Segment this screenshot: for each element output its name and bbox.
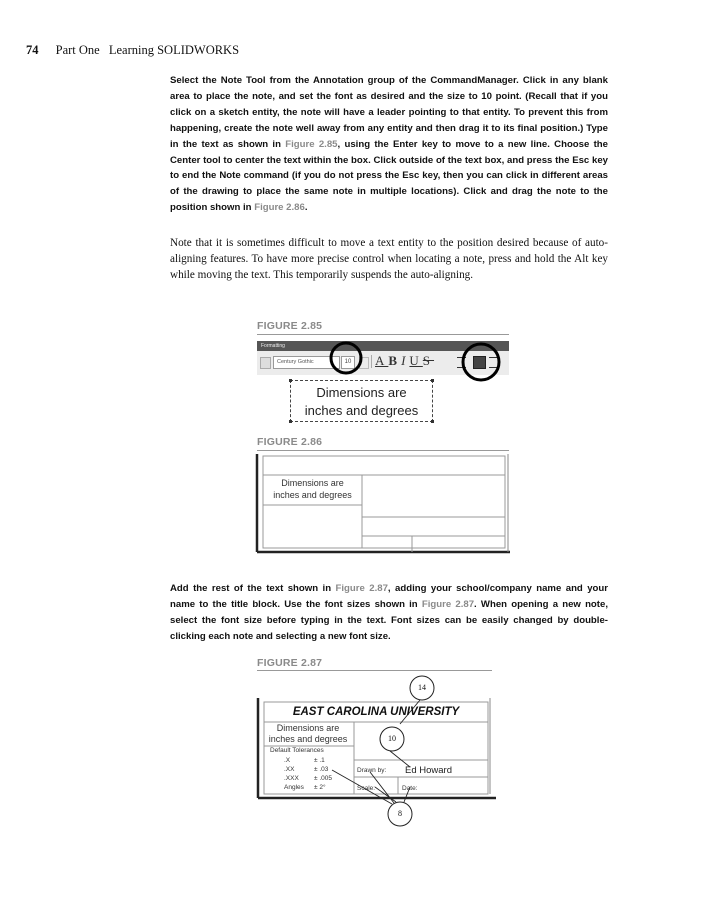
bold-button[interactable]: B: [388, 353, 402, 368]
tolerance-row: .XX ± .03: [284, 766, 329, 773]
figure-link-2-85[interactable]: Figure 2.85: [285, 138, 338, 150]
text-color-button[interactable]: A: [375, 353, 389, 368]
para1-text-a: Select the Note Tool from the Annotation group of the CommandManager. Click in any blank area to place the note, and set the font as desired and the size to 10 point. (Recall that if you click on a sketch entity, the note will have a leader pointing to that entity. To prevent this from happening, create the note well away from any entity and then drag it to its final position.) Type in the text as shown in: [170, 75, 608, 150]
figure-2-86-rule: [257, 450, 509, 451]
callout-8-text: 8: [398, 809, 402, 818]
school-name: EAST CAROLINA UNIVERSITY: [292, 706, 460, 718]
note-line-1: Dimensions are: [316, 385, 407, 400]
tolerance-title: Default Tolerances: [270, 747, 324, 754]
tolerance-list: [284, 756, 332, 792]
body-paragraph: Note that it is sometimes difficult to move a text entity to the position desired because of auto-aligning features. To have more precise control when locating a note, press and hold the Alt key while moving the text. This temporarily suspends the auto-aligning.: [170, 237, 608, 281]
toolbar-title: Formatting: [261, 343, 285, 349]
drawn-by-name: Ed Howard: [405, 765, 452, 776]
note-line-2: inches and degrees: [268, 734, 348, 744]
font-size-select[interactable]: 10: [341, 356, 355, 369]
note-line-2: inches and degrees: [304, 403, 419, 418]
note-line-1: Dimensions are: [276, 723, 340, 733]
note-line-1: Dimensions are: [281, 478, 344, 488]
figure-link-2-86[interactable]: Figure 2.86: [254, 202, 305, 214]
note-line-2: inches and degrees: [273, 490, 352, 500]
para3-text-c: . When opening a new note, select the font size before typing in the text. Font sizes can be easily changed by double-clicking each note and selecting a new font size.: [170, 598, 608, 642]
figure-2-85-highlights: [320, 340, 520, 385]
date-label: Date:: [402, 785, 418, 792]
figure-link-2-87b[interactable]: Figure 2.87: [421, 598, 475, 610]
figure-link-2-87[interactable]: Figure 2.87: [335, 583, 388, 594]
font-name-select[interactable]: Century Gothic: [273, 356, 340, 369]
running-header: [26, 43, 239, 58]
font-style-icon[interactable]: [260, 357, 271, 369]
tolerance-row: Angles ± 2°: [284, 784, 326, 791]
underline-button[interactable]: U: [409, 353, 423, 368]
figure-2-87-rule: [257, 670, 492, 671]
title-block-note-2-87: [262, 723, 354, 745]
instruction-paragraph-2: [170, 581, 608, 645]
italic-button[interactable]: I: [401, 353, 410, 368]
strikethrough-button[interactable]: S: [422, 353, 435, 368]
part-label: Part One: [55, 43, 100, 57]
callout-10-text: 10: [388, 734, 396, 743]
figure-2-85-rule: [257, 334, 509, 335]
book-title: Learning SOLIDWORKS: [108, 43, 240, 57]
figure-2-85-label: FIGURE 2.85: [257, 320, 323, 332]
para1-text-c: .: [304, 202, 308, 214]
center-tool-highlight-circle: [463, 344, 499, 380]
title-block-note-2-86: [263, 477, 362, 501]
para1-text-b: , using the Enter key to move to a new line. Choose the Center tool to center the text within the box. Click outside of the text box, and press the Esc key to end the Note command (if you do not press the Esc key, then you can click in different areas of the drawing to place the same note in multiple locations). Click and drag the note to the position shown in: [170, 138, 609, 214]
figure-2-87-label: FIGURE 2.87: [257, 657, 323, 669]
scale-label: Scale:: [357, 785, 376, 792]
font-size-highlight-circle: [331, 343, 361, 373]
figure-2-86-label: FIGURE 2.86: [257, 436, 323, 448]
instruction-paragraph-1: [170, 73, 608, 216]
callout-14-text: 14: [418, 683, 426, 692]
para3-text-b: , adding your school/company name and your name to the title block. Use the font sizes shown in: [170, 583, 609, 610]
title-block-drawing-2-86: [254, 452, 512, 556]
tolerance-row: .XXX ± .005: [284, 775, 333, 782]
page-number: 74: [26, 43, 39, 57]
para3-text-a: Add the rest of the text shown in: [170, 583, 336, 594]
tolerance-row: .X ± .1: [284, 757, 325, 764]
drawn-by-label: Drawn by:: [357, 767, 387, 774]
note-text-box[interactable]: [290, 380, 433, 422]
